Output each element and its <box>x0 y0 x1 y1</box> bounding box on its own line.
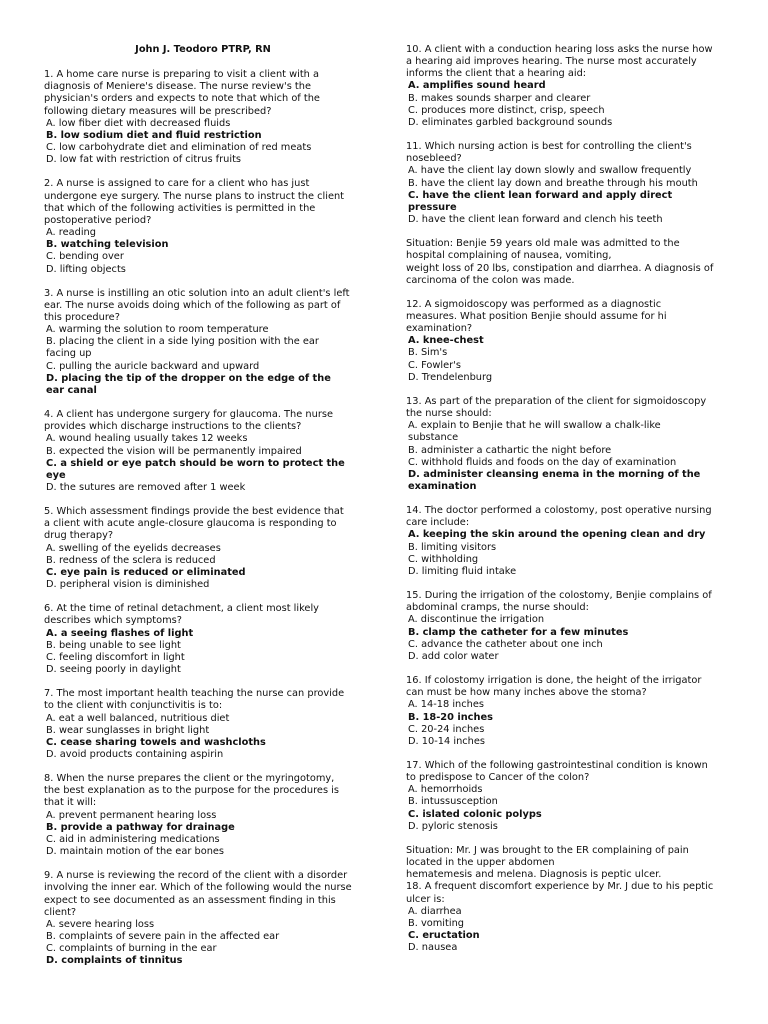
answer-option: C. low carbohydrate diet and elimination of red meats <box>46 142 312 154</box>
answer-option: D. the sutures are removed after 1 week <box>46 482 246 493</box>
answer-option-correct: C. have the client lean forward and apply direct pressure <box>408 189 673 213</box>
question-stem: 3. A nurse is instilling an otic solution into an adult client's left ear. The nurse avoids doing which of the following as part of this procedure? <box>44 287 350 323</box>
answer-option: B. being unable to see light <box>46 639 181 651</box>
situation-block <box>406 238 724 287</box>
answer-option: A. hemorrhoids <box>408 784 483 796</box>
answer-option-correct: C. a shield or eye patch should be worn to protect the eye <box>46 457 345 481</box>
question-stem: 2. A nurse is assigned to care for a client who has just undergone eye surgery. The nurse plans to instruct the client that which of the following activities is permitted in the postoperative period? <box>44 178 345 226</box>
question-block <box>406 675 724 748</box>
answer-option-correct: A. a seeing flashes of light <box>46 627 194 639</box>
answer-option: B. limiting visitors <box>408 541 497 553</box>
question-stem: 12. A sigmoidoscopy was performed as a diagnostic measures. What position Benjie should assume for hi examination? <box>406 298 667 335</box>
answer-option: D. pyloric stenosis <box>408 820 498 832</box>
answer-option: C. feeling discomfort in light <box>46 651 185 663</box>
question-stem: 10. A client with a conduction hearing loss asks the nurse how a hearing aid improves hearing. The nurse most accurately informs the client that a hearing aid: <box>406 44 713 80</box>
answer-option: D. maintain motion of the ear bones <box>46 846 225 858</box>
answer-option: B. vomiting <box>408 917 464 929</box>
answer-option: A. 14-18 inches <box>408 699 484 711</box>
answer-option: D. have the client lean forward and clench his teeth <box>408 214 663 226</box>
question-block <box>44 773 362 858</box>
answer-option: D. limiting fluid intake <box>408 565 517 577</box>
answer-option-correct: B. clamp the catheter for a few minutes <box>408 626 629 638</box>
question-stem: 4. A client has undergone surgery for glaucoma. The nurse provides which discharge instructions to the clients? <box>44 409 333 433</box>
answer-option: D. Trendelenburg <box>408 371 493 383</box>
answer-option-correct: B. provide a pathway for drainage <box>46 821 235 833</box>
answer-option: D. add color water <box>408 650 499 662</box>
answer-option: B. placing the client in a side lying position with the ear facing up <box>46 336 319 360</box>
answer-option-correct: D. complaints of tinnitus <box>46 955 183 967</box>
question-stem: 16. If colostomy irrigation is done, the height of the irrigator can must be how many inches above the stoma? <box>406 675 702 699</box>
answer-option: C. pulling the auricle backward and upward <box>46 360 260 372</box>
answer-option: D. avoid products containing aspirin <box>46 748 224 760</box>
answer-option: B. have the client lay down and breathe through his mouth <box>408 177 698 189</box>
answer-option: C. 20-24 inches <box>408 723 485 735</box>
answer-option-correct: B. low sodium diet and fluid restriction <box>46 129 262 141</box>
answer-option: D. 10-14 inches <box>408 735 486 747</box>
question-stem: 1. A home care nurse is preparing to visit a client with a diagnosis of Meniere's disease. The nurse review's the physician's orders and expects to note that which of the following dietary measures will be prescribed? <box>44 69 320 117</box>
answer-option: D. eliminates garbled background sounds <box>408 116 613 128</box>
question-stem: 11. Which nursing action is best for controlling the client's nosebleed? <box>406 141 692 165</box>
answer-option-correct: A. knee-chest <box>408 335 484 347</box>
question-stem: 7. The most important health teaching the nurse can provide to the client with conjunctivitis is to: <box>44 688 345 712</box>
answer-option-correct: D. administer cleansing enema in the morning of the examination <box>408 468 701 492</box>
question-stem: 9. A nurse is reviewing the record of the client with a disorder involving the inner ear. Which of the following would the nurse expect to see documented as an assessment finding in this client? <box>44 870 352 918</box>
answer-option: C. advance the catheter about one inch <box>408 638 603 650</box>
question-block <box>406 44 724 129</box>
answer-option: B. expected the vision will be permanently impaired <box>46 445 302 457</box>
answer-option: B. makes sounds sharper and clearer <box>408 92 591 104</box>
answer-option-correct: C. eructation <box>408 930 480 941</box>
answer-option: C. aid in administering medications <box>46 833 220 845</box>
answer-option: A. severe hearing loss <box>46 918 155 930</box>
answer-option: A. warming the solution to room temperature <box>46 324 269 336</box>
answer-option-correct: B. watching television <box>46 239 169 251</box>
answer-option: C. complaints of burning in the ear <box>46 943 217 955</box>
answer-option: A. swelling of the eyelids decreases <box>46 542 221 554</box>
answer-option: A. eat a well balanced, nutritious diet <box>46 712 230 724</box>
author-heading: John J. Teodoro PTRP, RN <box>135 44 271 55</box>
question-block <box>406 141 724 226</box>
question-block <box>44 603 362 676</box>
question-block <box>406 505 724 578</box>
answer-option: A. reading <box>46 227 96 239</box>
answer-option: D. seeing poorly in daylight <box>46 664 181 676</box>
question-stem: 17. Which of the following gastrointestinal condition is known to predispose to Cancer of the colon? <box>406 759 708 784</box>
question-block <box>44 409 362 494</box>
question-stem: 5. Which assessment findings provide the best evidence that a client with acute angle-closure glaucoma is responding to drug therapy? <box>44 506 344 542</box>
answer-option: B. wear sunglasses in bright light <box>46 724 210 736</box>
question-block <box>44 506 362 591</box>
answer-option: B. redness of the sclera is reduced <box>46 554 216 566</box>
situation-text: Situation: Benjie 59 years old male was admitted to the hospital complaining of nausea, vomiting, weight loss of 20 lbs, constipation and diarrhea. A diagnosis of carcinoma of the colon was made. <box>406 238 714 286</box>
answer-option: C. bending over <box>46 251 124 263</box>
question-block <box>406 845 724 954</box>
answer-option: B. administer a cathartic the night before <box>408 444 612 456</box>
answer-option: A. prevent permanent hearing loss <box>46 809 217 821</box>
answer-option-correct: B. 18-20 inches <box>408 711 493 723</box>
right-column <box>406 44 724 966</box>
answer-option: C. Fowler's <box>408 359 461 371</box>
question-block <box>406 299 724 384</box>
answer-option-correct: A. keeping the skin around the opening clean and dry <box>408 529 706 541</box>
question-block <box>406 760 724 833</box>
question-block <box>406 396 724 493</box>
question-block <box>44 288 362 397</box>
answer-option: A. have the client lay down slowly and swallow frequently <box>408 165 692 177</box>
right-question-list <box>406 44 724 954</box>
answer-option: D. low fat with restriction of citrus fruits <box>46 154 242 166</box>
question-block <box>406 590 724 663</box>
answer-option: C. withholding <box>408 553 479 565</box>
answer-option-correct: C. eye pain is reduced or eliminated <box>46 566 246 578</box>
answer-option-correct: C. islated colonic polyps <box>408 808 542 820</box>
question-block <box>44 178 362 275</box>
answer-option: A. wound healing usually takes 12 weeks <box>46 433 248 445</box>
answer-option: C. withhold fluids and foods on the day of examination <box>408 456 677 468</box>
question-stem: Situation: Mr. J was brought to the ER complaining of pain located in the upper abdomen hematemesis and melena. Diagnosis is peptic ulcer. 18. A frequent discomfort experience by Mr. J due to his peptic ulcer is: <box>406 844 714 905</box>
answer-option-correct: D. placing the tip of the dropper on the edge of the ear canal <box>46 372 331 396</box>
answer-option: D. peripheral vision is diminished <box>46 579 210 591</box>
question-stem: 8. When the nurse prepares the client or the myringotomy, the best explanation as to the purpose for the procedures is that it will: <box>44 773 339 809</box>
answer-option: B. Sim's <box>408 347 448 359</box>
answer-option: B. intussusception <box>408 796 498 808</box>
answer-option: C. produces more distinct, crisp, speech <box>408 104 605 116</box>
answer-option: B. complaints of severe pain in the affected ear <box>46 931 280 942</box>
question-stem: 15. During the irrigation of the colostomy, Benjie complains of abdominal cramps, the nurse should: <box>406 590 712 614</box>
answer-option: A. discontinue the irrigation <box>408 614 545 626</box>
answer-option: A. diarrhea <box>408 905 462 917</box>
question-stem: 6. At the time of retinal detachment, a client most likely describes which symptoms? <box>44 603 319 627</box>
question-block <box>44 870 362 967</box>
answer-option: A. explain to Benjie that he will swallow a chalk-like substance <box>408 420 661 444</box>
left-column <box>44 44 362 979</box>
question-stem: 14. The doctor performed a colostomy, post operative nursing care include: <box>406 505 712 529</box>
answer-option-correct: C. cease sharing towels and washcloths <box>46 736 266 748</box>
answer-option-correct: A. amplifies sound heard <box>408 80 546 92</box>
question-block <box>44 69 362 166</box>
left-question-list <box>44 69 362 967</box>
answer-option: D. nausea <box>408 942 458 954</box>
answer-option: D. lifting objects <box>46 263 126 275</box>
question-block <box>44 688 362 761</box>
answer-option: A. low fiber diet with decreased fluids <box>46 117 231 129</box>
question-stem: 13. As part of the preparation of the client for sigmoidoscopy the nurse should: <box>406 395 707 420</box>
